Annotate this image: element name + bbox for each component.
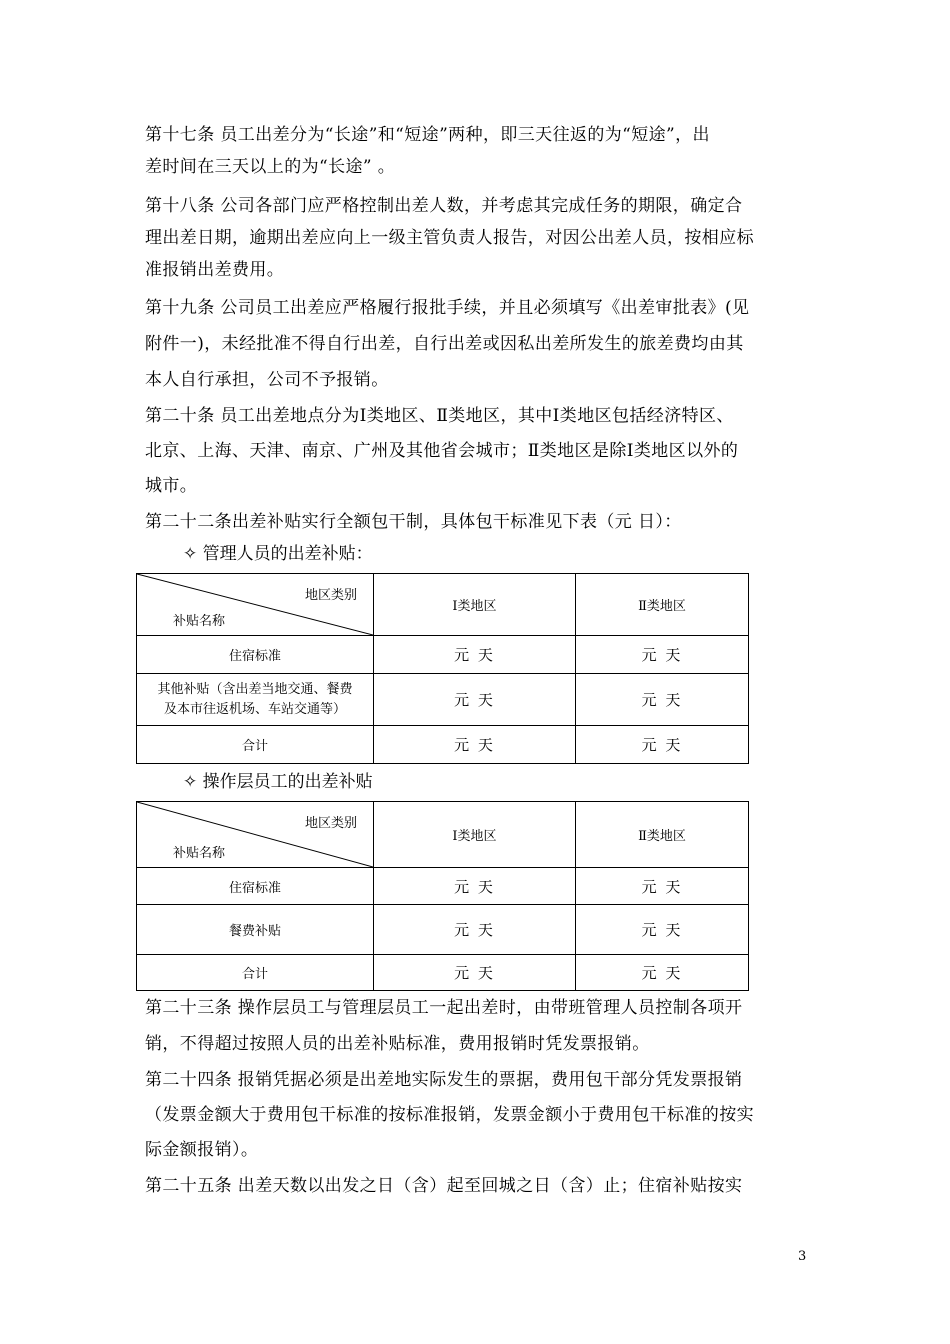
cell-value: 元 天 xyxy=(374,726,576,764)
table-header-row xyxy=(137,802,749,868)
cell-value: 元 天 xyxy=(576,636,749,674)
paragraph-line: （发票金额大于费用包干标准的按标准报销，发票金额小于费用包干标准的按实 xyxy=(145,1105,754,1125)
paragraph-line: 第十八条 公司各部门应严格控制出差人数，并考虑其完成任务的期限，确定合 xyxy=(145,196,743,216)
table2-caption: ✧ 操作层员工的出差补贴 xyxy=(183,772,373,792)
row-label: 合计 xyxy=(137,726,374,764)
paragraph-line: 第二十三条 操作层员工与管理层员工一起出差时，由带班管理人员控制各项开 xyxy=(145,998,743,1018)
cell-value: 元 天 xyxy=(576,726,749,764)
cell-value: 元 天 xyxy=(374,674,576,726)
paragraph-line: 第十九条 公司员工出差应严格履行报批手续，并且必须填写《出差审批表》(见 xyxy=(145,298,750,318)
paragraph-line: 北京、上海、天津、南京、广州及其他省会城市；Ⅱ类地区是除Ⅰ类地区以外的 xyxy=(145,441,739,461)
paragraph-line: 本人自行承担，公司不予报销。 xyxy=(145,370,389,390)
paragraph-line: 际金额报销）。 xyxy=(145,1140,259,1160)
paragraph-line: 差时间在三天以上的为“长途” 。 xyxy=(145,157,396,177)
paragraph-line: 城市。 xyxy=(145,476,198,496)
paragraph-line: 第二十条 员工出差地点分为Ⅰ类地区、Ⅱ类地区，其中Ⅰ类地区包括经济特区、 xyxy=(145,406,734,426)
allowance-name-label: 补贴名称 xyxy=(173,846,226,861)
cell-value: 元 天 xyxy=(374,905,576,955)
column-header-region-1: Ⅰ类地区 xyxy=(374,802,576,868)
table-row xyxy=(137,955,749,991)
cell-value: 元 天 xyxy=(374,868,576,905)
row-label-line: 及本市往返机场、车站交通等） xyxy=(163,701,346,717)
row-label-line: 其他补贴（含出差当地交通、餐费 xyxy=(157,681,353,697)
row-label: 合计 xyxy=(137,955,374,991)
management-allowance-table xyxy=(136,573,749,764)
cell-value: 元 天 xyxy=(374,636,576,674)
table-header-row xyxy=(137,574,749,636)
cell-value: 元 天 xyxy=(576,674,749,726)
region-category-label: 地区类别 xyxy=(304,588,357,603)
column-header-region-2: Ⅱ类地区 xyxy=(576,802,749,868)
page-number: 3 xyxy=(798,1249,807,1264)
paragraph-line: 理出差日期，逾期出差应向上一级主管负责人报告，对因公出差人员，按相应标 xyxy=(145,228,754,248)
paragraph-line: 第十七条 员工出差分为“长途”和“短途”两种，即三天往返的为“短途”，出 xyxy=(145,125,710,145)
table-row xyxy=(137,636,749,674)
paragraph-line: 准报销出差费用。 xyxy=(145,260,285,280)
diagonal-header-cell xyxy=(137,802,374,868)
cell-value: 元 天 xyxy=(374,955,576,991)
table-row xyxy=(137,674,749,726)
paragraph-line: 第二十二条出差补贴实行全额包干制，具体包干标准见下表（元 日）： xyxy=(145,512,682,532)
cell-value: 元 天 xyxy=(576,955,749,991)
paragraph-line: 销，不得超过按照人员的出差补贴标准，费用报销时凭发票报销。 xyxy=(145,1034,650,1054)
allowance-name-label: 补贴名称 xyxy=(173,614,226,629)
row-label: 餐费补贴 xyxy=(137,905,374,955)
diagonal-header-cell xyxy=(137,574,374,636)
table1-caption: ✧ 管理人员的出差补贴： xyxy=(183,544,373,564)
cell-value: 元 天 xyxy=(576,868,749,905)
table-row xyxy=(137,726,749,764)
paragraph-line: 第二十四条 报销凭据必须是出差地实际发生的票据，费用包干部分凭发票报销 xyxy=(145,1070,743,1090)
row-label: 住宿标准 xyxy=(137,636,374,674)
column-header-region-1: Ⅰ类地区 xyxy=(374,574,576,636)
paragraph-line: 第二十五条 出差天数以出发之日（含）起至回城之日（含）止；住宿补贴按实 xyxy=(145,1176,743,1196)
row-label xyxy=(137,674,374,726)
column-header-region-2: Ⅱ类地区 xyxy=(576,574,749,636)
region-category-label: 地区类别 xyxy=(304,816,357,831)
paragraph-line: 附件一)，未经批准不得自行出差，自行出差或因私出差所发生的旅差费均由其 xyxy=(145,334,744,354)
table-row xyxy=(137,905,749,955)
table-row xyxy=(137,868,749,905)
cell-value: 元 天 xyxy=(576,905,749,955)
operations-allowance-table xyxy=(136,801,749,991)
row-label: 住宿标准 xyxy=(137,868,374,905)
